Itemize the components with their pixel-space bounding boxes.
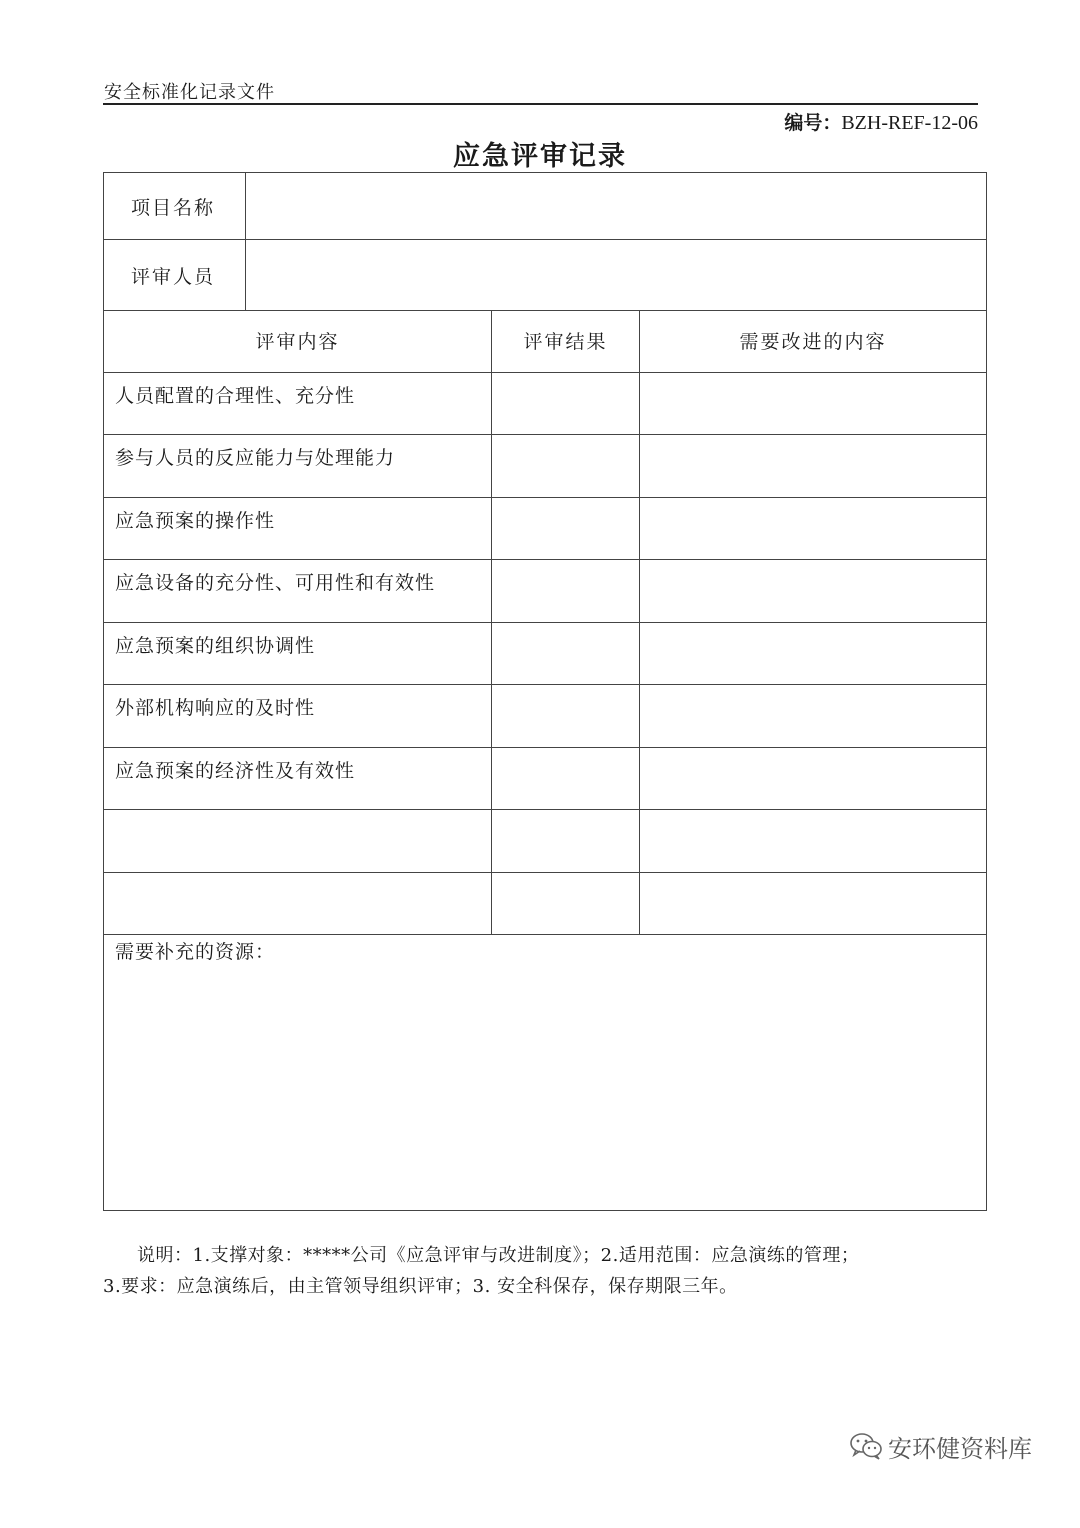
table-rule (104, 622, 986, 623)
review-item: 应急预案的操作性 (115, 510, 276, 532)
table-rule (104, 434, 986, 435)
page-title: 应急评审记录 (453, 141, 627, 172)
column-header-review-content: 评审内容 (255, 331, 340, 353)
wechat-icon (848, 1430, 884, 1462)
review-item: 应急设备的充分性、可用性和有效性 (115, 572, 436, 594)
review-item: 外部机构响应的及时性 (115, 697, 316, 719)
column-header-review-result: 评审结果 (523, 331, 608, 353)
table-rule (104, 684, 986, 685)
review-form-table (103, 172, 987, 1211)
watermark (848, 1426, 1032, 1466)
table-rule (639, 310, 640, 934)
table-rule (104, 497, 986, 498)
table-rule (104, 747, 986, 748)
header-divider (103, 103, 978, 105)
doc-code-value: BZH-REF-12-06 (841, 112, 978, 134)
table-rule (104, 239, 986, 240)
doc-code-label: 编号： (784, 112, 842, 134)
table-rule (104, 934, 986, 935)
table-rule (104, 809, 986, 810)
project-name-label: 项目名称 (131, 197, 216, 219)
doc-category: 安全标准化记录文件 (104, 82, 275, 103)
notes-line: 说明：1.支撑对象：*****公司《应急评审与改进制度》；2.适用范围：应急演练的管理； (137, 1245, 860, 1266)
table-rule (491, 310, 492, 934)
column-header-improvements: 需要改进的内容 (739, 331, 887, 353)
resources-label: 需要补充的资源： (115, 941, 276, 963)
review-item: 参与人员的反应能力与处理能力 (115, 447, 396, 469)
notes (103, 1240, 983, 1302)
review-item: 应急预案的组织协调性 (115, 635, 316, 657)
table-rule (245, 173, 246, 310)
watermark-text: 安环健资料库 (888, 1434, 1032, 1463)
reviewers-label: 评审人员 (131, 266, 216, 288)
review-item: 应急预案的经济性及有效性 (115, 760, 356, 782)
notes-line: 3.要求：应急演练后，由主管领导组织评审；3. 安全科保存，保存期限三年。 (103, 1276, 738, 1297)
review-item: 人员配置的合理性、充分性 (115, 385, 356, 407)
table-rule (104, 872, 986, 873)
table-rule (104, 559, 986, 560)
doc-code (784, 108, 978, 135)
